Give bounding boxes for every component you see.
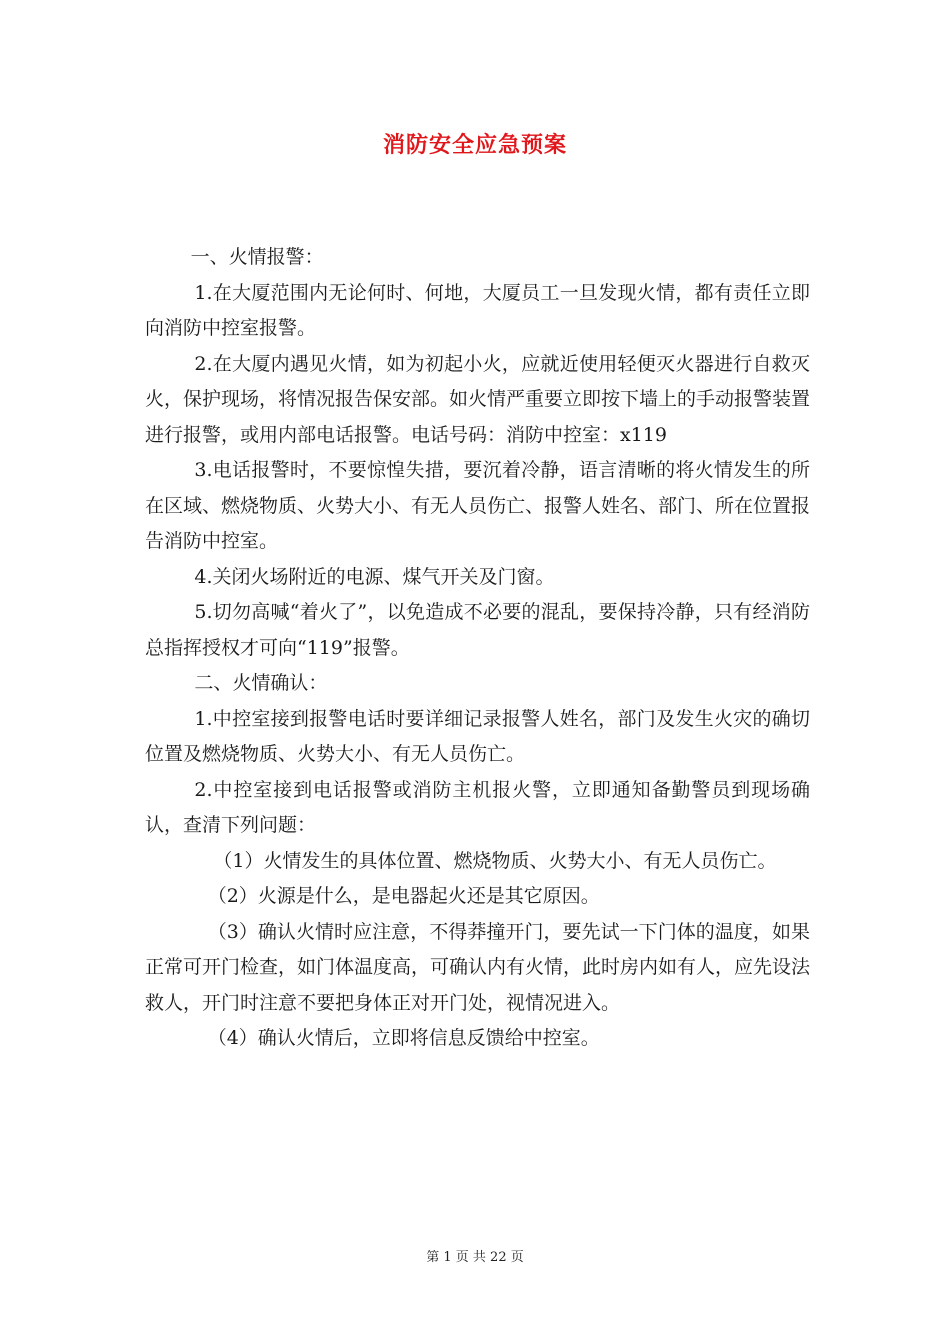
document-body <box>145 240 810 1057</box>
paragraph: 5.切勿高喊“着火了”，以免造成不必要的混乱，要保持冷静，只有经消防总指挥授权才可向“119”报警。 <box>145 601 810 659</box>
paragraph: 2.中控室接到电话报警或消防主机报火警，立即通知备勤警员到现场确认，查清下列问题： <box>145 778 810 836</box>
page-number-footer: 第 1 页 共 22 页 <box>426 1250 524 1265</box>
sub-paragraph: （2）火源是什么，是电器起火还是其它原因。 <box>207 885 600 907</box>
paragraph: 3.电话报警时，不要惊惶失措，要沉着冷静，语言清晰的将火情发生的所在区域、燃烧物质、火势大小、有无人员伤亡、报警人姓名、部门、所在位置报告消防中控室。 <box>145 459 811 552</box>
paragraph: 1.中控室接到报警电话时要详细记录报警人姓名，部门及发生火灾的确切位置及燃烧物质、火势大小、有无人员伤亡。 <box>145 707 810 765</box>
section-heading-fire-alarm: 一、火情报警： <box>190 246 324 268</box>
paragraph: 2.在大厦内遇见火情，如为初起小火，应就近使用轻便灭火器进行自救灭火，保护现场，将情况报告保安部。如火情严重要立即按下墙上的手动报警装置进行报警，或用内部电话报警。电话号码：消防中控室：x119 <box>145 352 811 446</box>
document-title: 消防安全应急预案 <box>382 132 567 158</box>
paragraph: 1.在大厦范围内无论何时、何地，大厦员工一旦发现火情，都有责任立即向消防中控室报警。 <box>145 281 810 339</box>
section-heading-fire-confirmation: 二、火情确认： <box>194 672 328 694</box>
paragraph: 4.关闭火场附近的电源、煤气开关及门窗。 <box>194 565 555 588</box>
sub-paragraph: （4）确认火情后，立即将信息反馈给中控室。 <box>207 1027 600 1049</box>
sub-paragraph: （3）确认火情时应注意，不得莽撞开门，要先试一下门体的温度，如果正常可开门检查，如门体温度高，可确认内有火情，此时房内如有人，应先设法救人，开门时注意不要把身体正对开门处，视情况进入。 <box>145 920 811 1014</box>
sub-paragraph: （1）火情发生的具体位置、燃烧物质、火势大小、有无人员伤亡。 <box>213 849 777 872</box>
